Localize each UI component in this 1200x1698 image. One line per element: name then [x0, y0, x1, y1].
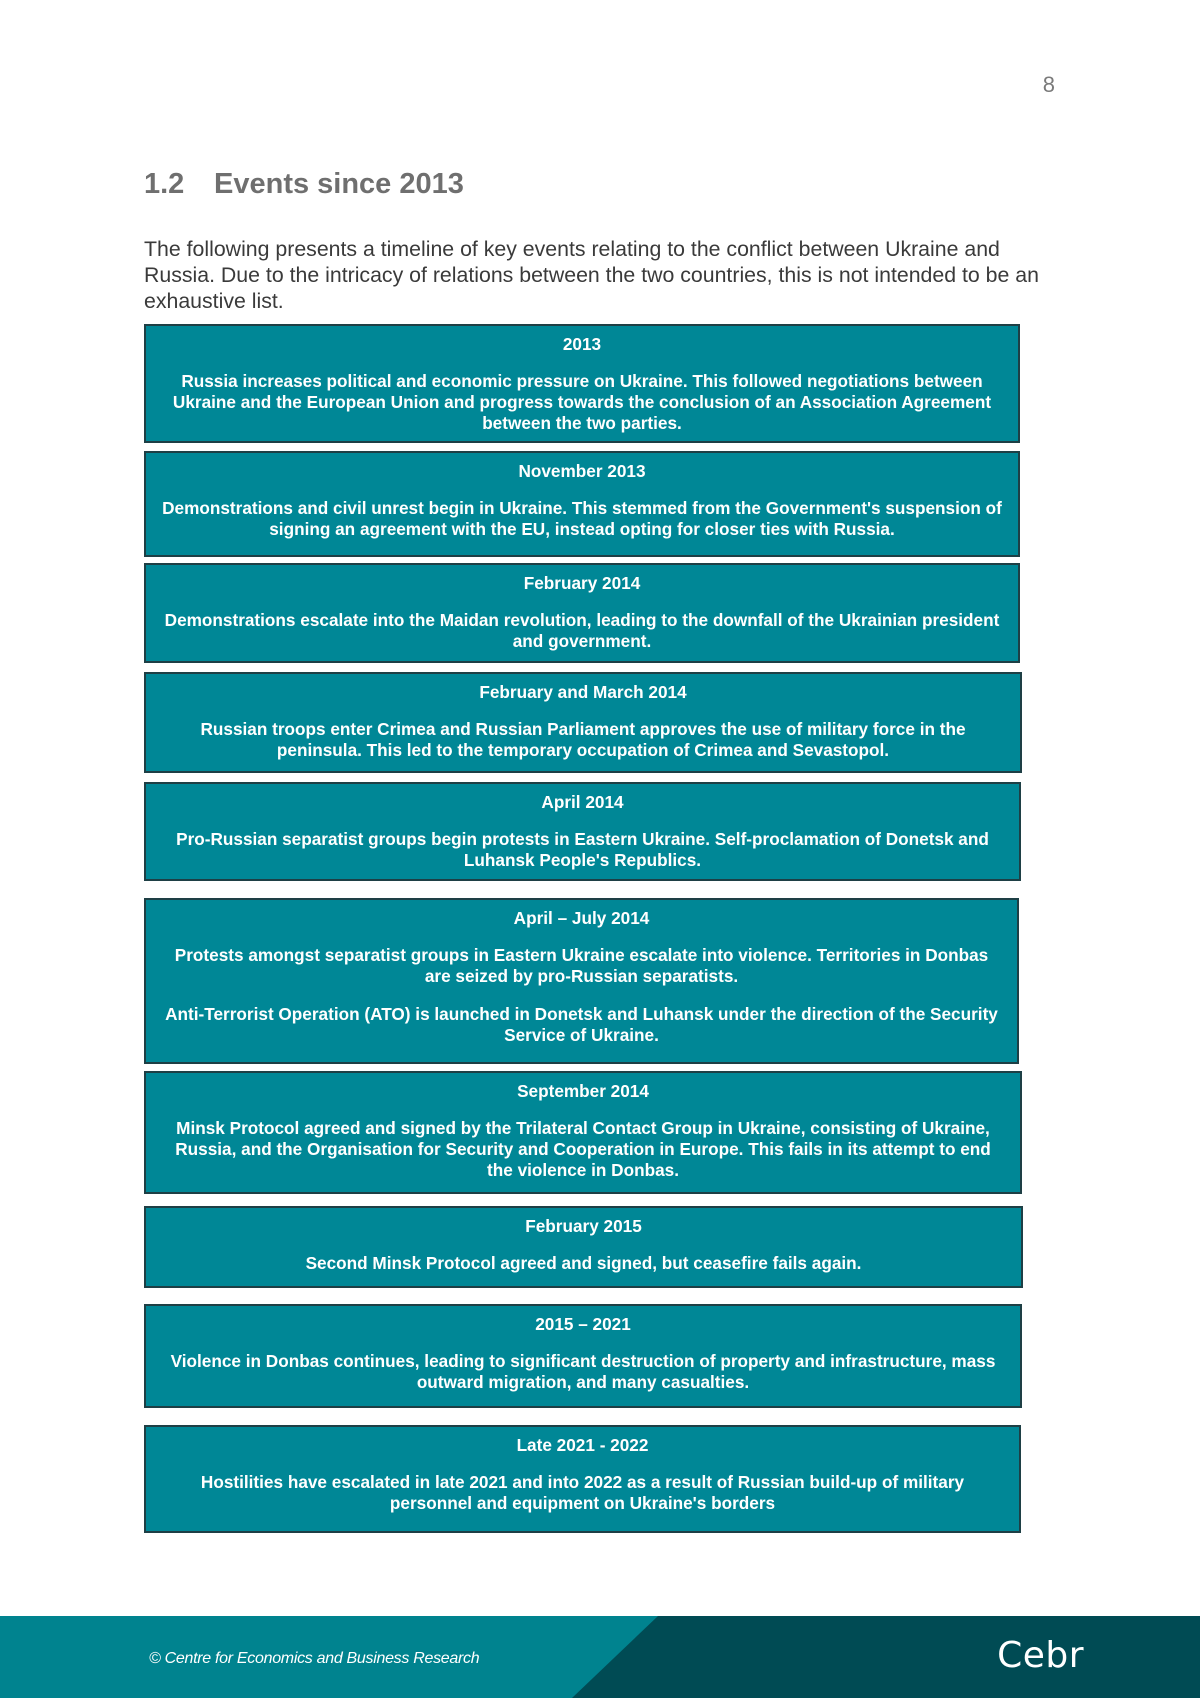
cebr-logo: Cebr: [997, 1635, 1084, 1676]
footer-dark-shape: [572, 1616, 1200, 1698]
event-description: Protests amongst separatist groups in Eastern Ukraine escalate into violence. Territories in Donbas are seized by pro-Russian separatists.: [174, 945, 989, 986]
page-footer: [0, 1616, 1200, 1698]
timeline-event: [144, 782, 1021, 881]
section-title: Events since 2013: [214, 168, 464, 200]
page-number: 8: [1042, 72, 1055, 97]
event-description: Violence in Donbas continues, leading to significant destruction of property and infrastructure, mass outward migration, and many casualties.: [170, 1351, 996, 1392]
event-description: Anti-Terrorist Operation (ATO) is launched in Donetsk and Luhansk under the direction of the Security Service of Ukraine.: [165, 1004, 998, 1045]
event-date: February 2014: [523, 573, 641, 593]
event-description: Minsk Protocol agreed and signed by the Trilateral Contact Group in Ukraine, consisting of Ukraine, Russia, and the Organisation for Security and Cooperation in Europe. This fails in its attempt to end the violence in Donbas.: [175, 1118, 991, 1180]
timeline-event: [144, 1304, 1022, 1408]
section-number: 1.2: [144, 168, 185, 200]
event-description: Russia increases political and economic pressure on Ukraine. This followed negotiations between Ukraine and the European Union and progress towards the conclusion of an Association Agreement between the two parties.: [172, 371, 992, 433]
intro-paragraph: The following presents a timeline of key events relating to the conflict between Ukraine and Russia. Due to the intricacy of relations between the two countries, this is not intended to be an exhaustive list.: [144, 237, 1039, 313]
event-description: Russian troops enter Crimea and Russian Parliament approves the use of military force in the peninsula. This led to the temporary occupation of Crimea and Sevastopol.: [200, 719, 966, 760]
event-date: February and March 2014: [479, 682, 687, 702]
timeline-event: [144, 563, 1020, 663]
event-date: September 2014: [517, 1081, 649, 1101]
event-date: November 2013: [518, 461, 646, 481]
event-date: April 2014: [541, 792, 624, 812]
event-date: April – July 2014: [513, 908, 650, 928]
event-date: February 2015: [525, 1216, 642, 1236]
footer-copyright: © Centre for Economics and Business Research: [149, 1650, 480, 1667]
timeline-event: [144, 451, 1020, 557]
event-description: Pro-Russian separatist groups begin protests in Eastern Ukraine. Self-proclamation of Donetsk and Luhansk People's Republics.: [176, 829, 989, 870]
event-description: Hostilities have escalated in late 2021 and into 2022 as a result of Russian build-up of military personnel and equipment on Ukraine's borders: [200, 1472, 965, 1513]
timeline-event: [144, 1425, 1021, 1533]
event-description: Demonstrations escalate into the Maidan revolution, leading to the downfall of the Ukrainian president and government.: [164, 610, 1000, 651]
timeline-event: [144, 1206, 1023, 1288]
timeline-event: [144, 1071, 1022, 1194]
timeline-event: [144, 324, 1020, 443]
event-description: Demonstrations and civil unrest begin in Ukraine. This stemmed from the Government's suspension of signing an agreement with the EU, instead opting for closer ties with Russia.: [162, 498, 1002, 539]
timeline-event: [144, 898, 1019, 1064]
event-description: Second Minsk Protocol agreed and signed, but ceasefire fails again.: [305, 1253, 862, 1273]
event-date: Late 2021 - 2022: [516, 1435, 649, 1455]
event-date: 2015 – 2021: [535, 1314, 631, 1334]
event-date: 2013: [562, 334, 602, 354]
timeline-event: [144, 672, 1022, 773]
